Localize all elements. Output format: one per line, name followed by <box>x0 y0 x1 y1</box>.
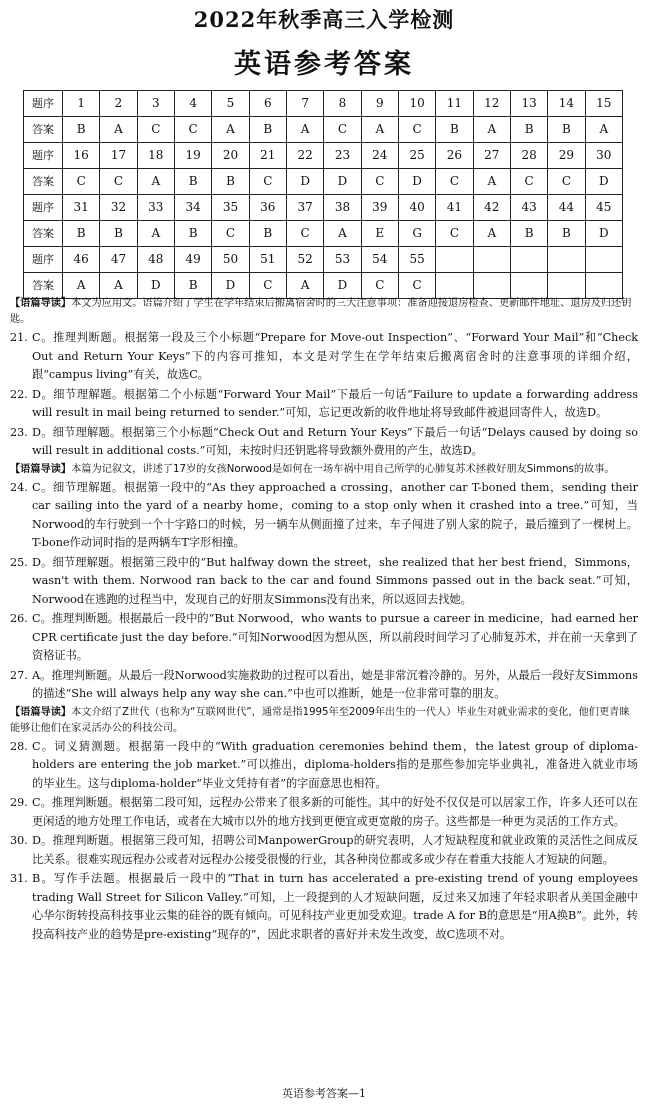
question-number-cell: 2 <box>100 91 137 117</box>
question-explanation: 25. D。细节理解题。根据第三段中的“But halfway down the street，she realized that her best friend，Simmons，wasn't with them. Norwood ran back to the car and found Simmons passed out in the back seat.”可知，Norwood在逃跑的过程当中，发现自己的好朋友Simmons没有出来，所以返回去找她。 <box>10 555 638 606</box>
answer-cell: C <box>398 117 435 143</box>
row-label: 答案 <box>24 221 63 247</box>
question-number-cell: 38 <box>324 195 361 221</box>
passage-guide: 【语篇导读】本文介绍了Z世代（也称为“互联网世代”，通常是指1995年至2009年出生的一代人）毕业生对就业需求的变化，他们更青睐能够让他们在家灵活办公的科技公司。 <box>10 706 630 734</box>
row-label: 题序 <box>24 247 63 273</box>
answer-cell: B <box>174 273 211 299</box>
answer-table-row <box>24 143 623 169</box>
row-label: 答案 <box>24 169 63 195</box>
question-explanation: 31. B。写作手法题。根据最后一段中的“That in turn has accelerated a pre-existing trend of young employees trading Wall Street for Silicon Valley.”可知，上一段提到的人才短缺问题，反过来又加速了年轻求职者从美国金融中心华尔街转投高科技事业云集的硅谷的既有倾向。可见科技产业更加受欢迎。trade A for B的意思是“用A换B”。此外，转投高科技产业的趋势是pre-existing“现存的”，因此求职者的喜好并未发生改变，故C选项不对。 <box>10 872 638 941</box>
question-number-cell: 11 <box>436 91 473 117</box>
answer-table-row <box>24 117 623 143</box>
question-explanation: 23. D。细节理解题。根据第三个小标题“Check Out and Return Your Keys”下最后一句话“Delays caused by doing so will result in additional costs.”可知，未按时归还钥匙将导致额外费用的产生，故选D。 <box>10 425 638 457</box>
row-label: 答案 <box>24 117 63 143</box>
question-number-cell: 17 <box>100 143 137 169</box>
question-number-cell: 39 <box>361 195 398 221</box>
row-label: 题序 <box>24 195 63 221</box>
row-label: 题序 <box>24 143 63 169</box>
question-number-cell: 7 <box>286 91 323 117</box>
question-number-cell: 26 <box>436 143 473 169</box>
question-number-cell: 40 <box>398 195 435 221</box>
question-number-cell: 45 <box>585 195 622 221</box>
question-explanation: 28. C。词义猜测题。根据第一段中的“With graduation ceremonies behind them，the latest group of diploma-holders are entering the job market.”可以推出，diploma-holders指的是那些参加完毕业典礼，准备进入就业市场的毕业生。这与diploma-holder“毕业文凭持有者”的字面意思也相符。 <box>10 739 638 790</box>
question-number-cell: 6 <box>249 91 286 117</box>
question-explanation: 21. C。推理判断题。根据第一段及三个小标题“Prepare for Move-out Inspection”、“Forward Your Mail”和“Check Out and Return Your Keys”下的内容可推知，本文是对学生在学年结束后搬离宿舍时的注意事项的详细介绍，跟“campus living”有关，故选C。 <box>10 331 638 381</box>
answer-cell: B <box>249 117 286 143</box>
question-number-cell: 31 <box>63 195 100 221</box>
answer-table-row <box>24 273 623 299</box>
answer-cell: D <box>137 273 174 299</box>
question-number-cell: 36 <box>249 195 286 221</box>
question-number-cell: 13 <box>510 91 547 117</box>
answer-cell: C <box>324 117 361 143</box>
question-number-cell: 30 <box>585 143 622 169</box>
answer-cell: A <box>473 221 510 247</box>
question-number-cell: 8 <box>324 91 361 117</box>
answer-table-row <box>24 221 623 247</box>
answer-cell: D <box>324 273 361 299</box>
answer-cell: C <box>174 117 211 143</box>
explanations <box>10 296 638 945</box>
question-number-cell: 5 <box>212 91 249 117</box>
question-number-cell: 49 <box>174 247 211 273</box>
question-number-cell <box>585 247 622 273</box>
answer-cell: B <box>510 117 547 143</box>
question-number-cell: 41 <box>436 195 473 221</box>
answer-cell: C <box>286 221 323 247</box>
answer-cell: E <box>361 221 398 247</box>
answer-table-row <box>24 169 623 195</box>
answer-cell: B <box>548 221 585 247</box>
answer-cell: C <box>212 221 249 247</box>
answer-cell: C <box>436 169 473 195</box>
answer-cell: B <box>174 169 211 195</box>
passage-guide: 【语篇导读】本篇为记叙文，讲述了17岁的女孩Norwood是如何在一场车祸中用自己所学的心肺复苏术拯救好朋友Simmons的故事。 <box>10 463 615 475</box>
question-number-cell: 42 <box>473 195 510 221</box>
answer-cell: A <box>585 117 622 143</box>
question-number-cell: 29 <box>548 143 585 169</box>
passage-guide: 【语篇导读】本文为应用文。语篇介绍了学生在学年结束后搬离宿舍时的三大注意事项：准备迎接退房检查、更新邮件地址、退房及归还钥匙。 <box>10 298 632 325</box>
answer-cell: B <box>100 221 137 247</box>
answer-cell <box>473 273 510 299</box>
question-number-cell: 47 <box>100 247 137 273</box>
answer-cell: C <box>63 169 100 195</box>
question-number-cell: 23 <box>324 143 361 169</box>
answer-cell: C <box>249 169 286 195</box>
question-number-cell <box>436 247 473 273</box>
question-number-cell: 51 <box>249 247 286 273</box>
answer-cell: B <box>510 221 547 247</box>
answer-cell: B <box>249 221 286 247</box>
question-explanation: 24. C。细节理解题。根据第一段中的“As they approached a crossing，another car T-boned them，sending their car sailing into the yard of a nearby home，coming to a stop only when it crashed into a tree.”可知，当Norwood的车行驶到一个十字路口的时候，另一辆车从侧面撞了过来，车子闯进了别人家的院子，最后撞到了一棵树上。T-bone作动词时指的是两辆车T字形相撞。 <box>10 480 638 549</box>
question-number-cell: 33 <box>137 195 174 221</box>
answer-cell <box>436 273 473 299</box>
question-number-cell: 55 <box>398 247 435 273</box>
answer-cell: C <box>100 169 137 195</box>
question-number-cell: 1 <box>63 91 100 117</box>
question-number-cell: 12 <box>473 91 510 117</box>
question-number-cell: 19 <box>174 143 211 169</box>
answer-cell: C <box>249 273 286 299</box>
answer-cell: C <box>510 169 547 195</box>
answer-cell: A <box>324 221 361 247</box>
question-number-cell: 28 <box>510 143 547 169</box>
question-number-cell: 22 <box>286 143 323 169</box>
answer-cell: C <box>361 169 398 195</box>
answer-cell: C <box>548 169 585 195</box>
question-explanation: 29. C。推理判断题。根据第二段可知，远程办公带来了很多新的可能性。其中的好处不仅仅是可以居家工作，许多人还可以在更闲适的地方处理工作电话，或者在大城市以外的地方找到更便宜或更宽敞的房子。这些都是一种更为灵活的工作方式。 <box>10 796 638 828</box>
question-explanation: 27. A。推理判断题。从最后一段Norwood实施救助的过程可以看出，她是非常沉着冷静的。另外，从最后一段好友Simmons的描述“She will always help any way she can.”中也可以推断，她是一位非常可靠的朋友。 <box>10 668 638 700</box>
answer-cell: D <box>585 169 622 195</box>
answer-cell: A <box>286 273 323 299</box>
answer-cell: C <box>398 273 435 299</box>
answer-cell: A <box>137 169 174 195</box>
question-number-cell: 9 <box>361 91 398 117</box>
exam-title: 2022年秋季高三入学检测 <box>193 7 455 32</box>
answer-cell: A <box>63 273 100 299</box>
question-number-cell: 34 <box>174 195 211 221</box>
answer-cell: A <box>286 117 323 143</box>
answer-cell: D <box>212 273 249 299</box>
answer-cell: B <box>212 169 249 195</box>
answer-cell <box>510 273 547 299</box>
answer-table-row <box>24 91 623 117</box>
answer-cell: D <box>286 169 323 195</box>
answer-cell: A <box>100 273 137 299</box>
answer-cell: B <box>63 117 100 143</box>
question-number-cell: 27 <box>473 143 510 169</box>
answer-cell: C <box>361 273 398 299</box>
answer-table-row <box>24 195 623 221</box>
answer-cell: D <box>398 169 435 195</box>
page-footer: 英语参考答案—1 <box>282 1087 366 1100</box>
question-number-cell: 43 <box>510 195 547 221</box>
question-number-cell: 46 <box>63 247 100 273</box>
question-number-cell: 20 <box>212 143 249 169</box>
question-number-cell: 18 <box>137 143 174 169</box>
question-number-cell: 21 <box>249 143 286 169</box>
answer-cell: A <box>361 117 398 143</box>
question-number-cell: 3 <box>137 91 174 117</box>
answer-cell: B <box>63 221 100 247</box>
answer-cell <box>585 273 622 299</box>
question-number-cell <box>510 247 547 273</box>
answer-cell: A <box>473 117 510 143</box>
question-number-cell: 53 <box>324 247 361 273</box>
answer-cell: D <box>585 221 622 247</box>
question-number-cell: 37 <box>286 195 323 221</box>
answer-cell: C <box>436 221 473 247</box>
question-explanation: 26. C。推理判断题。根据最后一段中的“But Norwood，who wants to pursue a career in medicine，had earned her CPR certificate just the day before.”可知Norwood因为想从医，所以前段时间学习了心肺复苏术，并在前一天拿到了资格证书。 <box>10 612 638 662</box>
question-number-cell <box>473 247 510 273</box>
answer-cell: B <box>174 221 211 247</box>
question-number-cell: 14 <box>548 91 585 117</box>
question-number-cell: 32 <box>100 195 137 221</box>
question-number-cell: 48 <box>137 247 174 273</box>
question-number-cell: 54 <box>361 247 398 273</box>
answer-cell: A <box>212 117 249 143</box>
row-label: 答案 <box>24 273 63 299</box>
answer-cell: A <box>100 117 137 143</box>
answer-table <box>23 90 623 299</box>
answer-cell: A <box>137 221 174 247</box>
question-number-cell: 52 <box>286 247 323 273</box>
question-number-cell: 50 <box>212 247 249 273</box>
answer-cell <box>548 273 585 299</box>
answer-cell: A <box>473 169 510 195</box>
question-number-cell: 16 <box>63 143 100 169</box>
question-explanation: 30. D。推理判断题。根据第三段可知，招聘公司ManpowerGroup的研究表明，人才短缺程度和就业政策的灵活性之间成反比关系。很难实现远程办公或者对远程办公接受很慢的行业，其各种岗位都或多或少存在着重大技能人才短缺的问题。 <box>10 834 638 866</box>
answer-cell: D <box>324 169 361 195</box>
row-label: 题序 <box>24 91 63 117</box>
question-number-cell: 4 <box>174 91 211 117</box>
question-number-cell: 35 <box>212 195 249 221</box>
question-number-cell: 10 <box>398 91 435 117</box>
answer-cell: C <box>137 117 174 143</box>
question-number-cell <box>548 247 585 273</box>
question-number-cell: 25 <box>398 143 435 169</box>
answer-table-row <box>24 247 623 273</box>
answer-cell: B <box>436 117 473 143</box>
question-number-cell: 24 <box>361 143 398 169</box>
question-number-cell: 44 <box>548 195 585 221</box>
question-number-cell: 15 <box>585 91 622 117</box>
question-explanation: 22. D。细节理解题。根据第二个小标题“Forward Your Mail”下最后一句话“Failure to update a forwarding address will result in mail being returned to sender.”可知，忘记更改新的收件地址将导致邮件被退回寄件人，故选D。 <box>10 387 638 419</box>
exam-subtitle: 英语参考答案 <box>234 49 414 80</box>
answer-cell: G <box>398 221 435 247</box>
answer-cell: B <box>548 117 585 143</box>
